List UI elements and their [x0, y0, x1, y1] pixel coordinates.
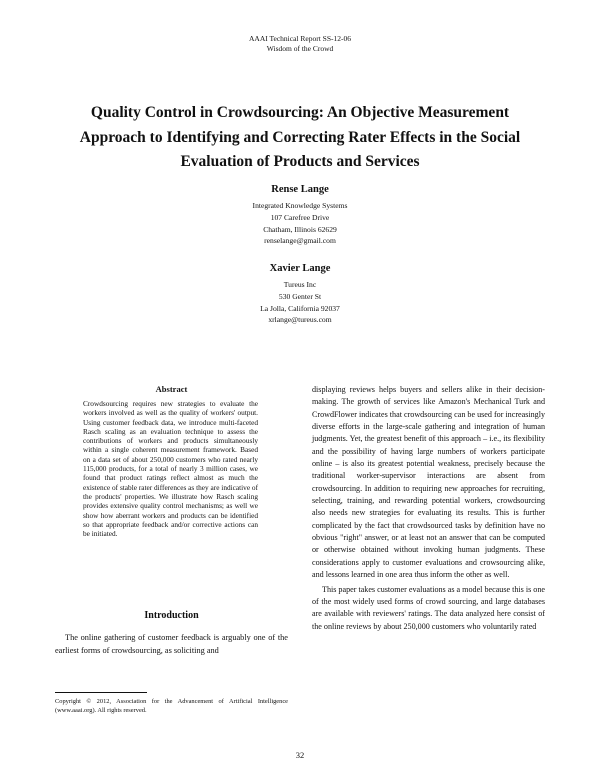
author-city: Chatham, Illinois 62629: [263, 224, 337, 234]
author-affiliation: Tureus Inc: [283, 280, 317, 289]
author-block-2: [0, 262, 600, 326]
body-paragraph: displaying reviews helps buyers and sellers alike in their decision-making. The growth of services like Amazon's Mechanical Turk and CrowdFlower indicates that crowdsourcing can be used for increasingly diverse efforts in the large-scale gathering and integration of human judgments. Yet, the greatest benefit of this approach – i.e., its flexibility and the possibility of having large numbers of workers participate online – is also its greatest potential weakness, precisely because the traditional worker-supervisor interactions are absent from crowdsourcing. In addition to requiring new approaches for recruiting, selecting, training, and rewarding potential workers, crowdsourcing also needs new strategies for evaluating its results. This is further complicated by the fact that crowdsourced tasks by definition have no obvious "right" answer, or at least not an answer that can be computed or otherwise obtained without invoking human judgments. These considerations apply to customer evaluations and crowsourcing alike, and lessons learned in one area thus inform the other as well.: [312, 385, 545, 580]
copyright-notice: Copyright © 2012, Association for the Advancement of Artificial Intelligence (www.aaai.org). All rights reserved.: [55, 698, 288, 714]
report-id: AAAI Technical Report SS-12-06: [248, 34, 352, 43]
author-street: 530 Genter St: [278, 291, 322, 301]
introduction-heading: Introduction: [144, 610, 199, 621]
abstract-text: Crowdsourcing requires new strategies to evaluate the workers involved as well as the quality of workers' output. Using customer feedback data, we introduce multi-faceted Rasch scaling as an evaluation technique to assess the contributions of workers and products simultaneously within a single coherent measurement framework. Based on a data set of about 250,000 customers who rated nearly 115,000 products, for a total of nearly 3 million cases, we found that product ratings reflect almost as much the existence of stable rater differences as they are indicative of the products' properties. We illustrate how Rasch scaling provides extensive quality control mechanisms; as well we show how aberrant workers and products can be identified so that appropriate feedback and/or corrective actions can be initiated.: [83, 399, 258, 539]
author-email: renselange@gmail.com: [264, 236, 336, 246]
paper-title: Quality Control in Crowdsourcing: An Objective Measurement Approach to Identifying and Correcting Rater Effects in the Social Evaluation of Products and Services: [79, 104, 521, 170]
footnote-divider: [55, 692, 147, 693]
author-street: 107 Carefree Drive: [270, 212, 330, 222]
introduction-text: The online gathering of customer feedback is arguably one of the earliest forms of crowdsourcing, as soliciting and: [55, 633, 288, 656]
body-paragraph: This paper takes customer evaluations as a model because this is one of the most widely used forms of crowd sourcing, and large databases are available with reviewers' ratings. The data analyzed here consist of the online reviews by about 250,000 customers who voluntarily rated: [312, 584, 545, 631]
author-name: Xavier Lange: [269, 263, 331, 274]
author-block-1: [0, 183, 600, 247]
author-city: La Jolla, California 92037: [260, 303, 340, 313]
running-header: [0, 34, 600, 53]
abstract-heading: Abstract: [155, 384, 188, 394]
symposium-name: Wisdom of the Crowd: [266, 43, 334, 53]
page-number: 32: [295, 750, 305, 760]
right-column: [312, 384, 545, 633]
author-affiliation: Integrated Knowledge Systems: [252, 201, 348, 210]
author-name: Rense Lange: [271, 184, 329, 195]
author-email: xrlange@tureus.com: [268, 315, 332, 325]
